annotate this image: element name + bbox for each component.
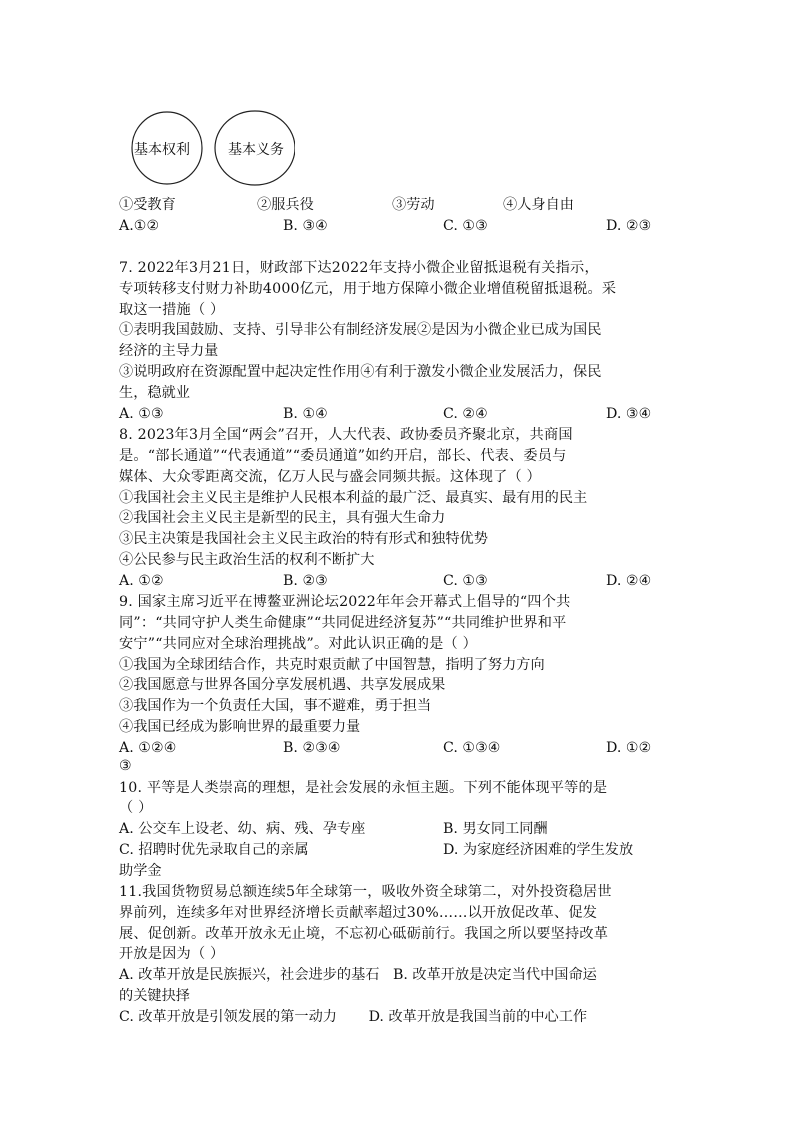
q6-item-4: ④人身自由 (503, 197, 574, 213)
q6-item-3: ③劳动 (392, 197, 435, 213)
q7-option-c: C. ②④ (443, 406, 488, 422)
q9-option-d: D. ①② (606, 740, 652, 756)
q11-options-line-3: C. 改革开放是引领发展的第一动力 D. 改革开放是我国当前的中心工作 (119, 1009, 588, 1025)
q9-statement-4: ④我国已经成为影响世界的最重要力量 (119, 719, 361, 735)
q6-option-c: C. ①③ (443, 218, 488, 234)
venn-diagram (130, 110, 295, 188)
q10-stem-line-1: 10. 平等是人类崇高的理想，是社会发展的永恒主题。下列不能体现平等的是 (119, 780, 608, 796)
q11-stem-line-4: 开放是因为（ ） (119, 946, 225, 962)
q6-option-b: B. ③④ (283, 218, 328, 234)
q8-stem-line-3: 媒体、大众零距离交流，亿万人民与盛会同频共振。这体现了（ ） (119, 469, 541, 485)
q9-option-d-wrap: ③ (119, 758, 132, 774)
q10-option-d: D. 为家庭经济困难的学生发放 (443, 842, 634, 858)
q11-options-line-2: 的关键抉择 (119, 988, 190, 1004)
q7-stem-line-2: 专项转移支付财力补助4000亿元，用于地方保障小微企业增值税留抵退税。采 (119, 281, 617, 297)
q9-option-c: C. ①③④ (443, 740, 501, 756)
q8-statement-4: ④公民参与民主政治生活的权利不断扩大 (119, 552, 375, 568)
q11-options-line-1: A. 改革开放是民族振兴，社会进步的基石 B. 改革开放是决定当代中国命运 (119, 967, 597, 983)
venn-right-label: 基本义务 (228, 142, 284, 158)
q11-stem-line-2: 界前列，连续多年对世界经济增长贡献率超过30%……以开放促改革、促发 (119, 905, 598, 921)
q10-option-a: A. 公交车上设老、幼、病、残、孕专座 (119, 821, 366, 837)
q9-statement-2: ②我国愿意与世界各国分享发展机遇、共享发展成果 (119, 677, 446, 693)
q6-option-d: D. ②③ (606, 218, 652, 234)
q7-stem-line-3: 取这一措施（ ） (119, 302, 225, 318)
venn-left-label: 基本权利 (134, 142, 190, 158)
q6-item-1: ①受教育 (119, 197, 176, 213)
q9-statement-1: ①我国为全球团结合作，共克时艰贡献了中国智慧，指明了努力方向 (119, 657, 545, 673)
q9-option-b: B. ②③④ (283, 740, 341, 756)
q7-statement-line-1: ①表明我国鼓励、支持、引导非公有制经济发展②是因为小微企业已成为国民 (119, 322, 602, 338)
q10-option-b: B. 男女同工同酬 (443, 821, 548, 837)
q7-stem-line-1: 7. 2022年3月21日，财政部下达2022年支持小微企业留抵退税有关指示， (119, 260, 599, 276)
q10-stem-line-2: （ ） (119, 800, 153, 816)
q7-option-a: A. ①③ (119, 406, 164, 422)
q6-item-2: ②服兵役 (257, 197, 314, 213)
q8-statement-1: ①我国社会主义民主是维护人民根本利益的最广泛、最真实、最有用的民主 (119, 490, 588, 506)
q7-statement-line-2: 经济的主导力量 (119, 343, 219, 359)
q6-option-a: A.①② (119, 218, 160, 234)
q10-option-c: C. 招聘时优先录取自己的亲属 (119, 842, 309, 858)
q9-statement-3: ③我国作为一个负责任大国，事不避难，勇于担当 (119, 698, 432, 714)
q8-option-a: A. ①② (119, 573, 164, 589)
q9-stem-line-3: 安宁”“共同应对全球治理挑战”。对此认识正确的是（ ） (119, 636, 477, 652)
q8-stem-line-2: 是。“部长通道”“代表通道”“委员通道”如约开启，部长、代表、委员与 (119, 448, 567, 464)
q11-stem-line-3: 展、促创新。改革开放永无止境，不忘初心砥砺前行。我国之所以要坚持改革 (119, 926, 609, 942)
q9-stem-line-2: 同”：“共同守护人类生命健康”“共同促进经济复苏”“共同维护世界和平 (119, 615, 567, 631)
q8-option-d: D. ②④ (606, 573, 652, 589)
q7-statement-line-3: ③说明政府在资源配置中起决定性作用④有利于激发小微企业发展活力，保民 (119, 364, 602, 380)
q8-option-c: C. ①③ (443, 573, 488, 589)
q11-stem-line-1: 11.我国货物贸易总额连续5年全球第一，吸收外资全球第二，对外投资稳居世 (119, 884, 612, 900)
q8-stem-line-1: 8. 2023年3月全国“两会”召开，人大代表、政协委员齐聚北京，共商国 (119, 427, 573, 443)
q8-statement-2: ②我国社会主义民主是新型的民主，具有强大生命力 (119, 510, 446, 526)
q10-option-d-wrap: 助学金 (119, 863, 162, 879)
q7-statement-line-4: 生，稳就业 (119, 385, 190, 401)
q9-stem-line-1: 9. 国家主席习近平在博鳌亚洲论坛2022年年会开幕式上倡导的“四个共 (119, 594, 571, 610)
q9-option-a: A. ①②④ (119, 740, 177, 756)
q8-option-b: B. ②③ (283, 573, 328, 589)
q8-statement-3: ③民主决策是我国社会主义民主政治的特有形式和独特优势 (119, 531, 488, 547)
q7-option-b: B. ①④ (283, 406, 328, 422)
q7-option-d: D. ③④ (606, 406, 652, 422)
